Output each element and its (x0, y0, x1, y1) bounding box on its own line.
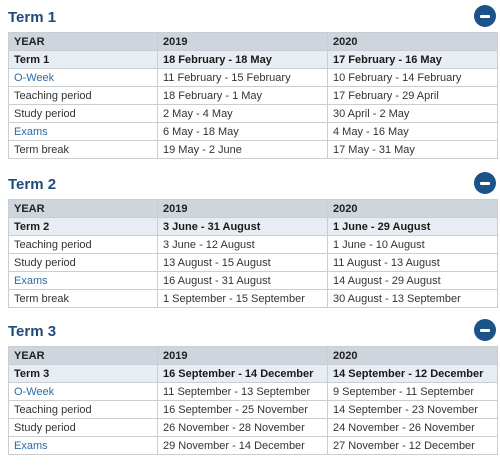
table-row (9, 218, 498, 236)
cell-2020: 30 April - 2 May (328, 105, 498, 123)
table-row (9, 437, 498, 455)
cell-2019: 3 June - 12 August (158, 236, 328, 254)
table-row (9, 105, 498, 123)
row-label: Term 1 (9, 51, 158, 69)
cell-2019: 16 September - 14 December (158, 365, 328, 383)
row-label: Study period (9, 254, 158, 272)
table-row (9, 236, 498, 254)
row-label: Term 3 (9, 365, 158, 383)
cell-2019: 26 November - 28 November (158, 419, 328, 437)
table-row (9, 272, 498, 290)
table-row (9, 401, 498, 419)
table-row (9, 254, 498, 272)
cell-2019: 13 August - 15 August (158, 254, 328, 272)
cell-2019: 3 June - 31 August (158, 218, 328, 236)
cell-2019: 29 November - 14 December (158, 437, 328, 455)
collapse-icon[interactable] (474, 172, 496, 194)
column-header: 2020 (328, 347, 498, 365)
collapse-icon[interactable] (474, 319, 496, 341)
term-1-table (8, 32, 498, 159)
column-header: 2019 (158, 200, 328, 218)
row-label-link[interactable]: O-Week (9, 383, 158, 401)
row-label-link[interactable]: O-Week (9, 69, 158, 87)
term-1-header[interactable] (0, 2, 500, 32)
collapse-icon[interactable] (474, 5, 496, 27)
table-row (9, 383, 498, 401)
row-label: Term break (9, 141, 158, 159)
cell-2019: 6 May - 18 May (158, 123, 328, 141)
column-header: 2019 (158, 33, 328, 51)
row-label-link[interactable]: Exams (9, 123, 158, 141)
cell-2019: 11 February - 15 February (158, 69, 328, 87)
cell-2019: 19 May - 2 June (158, 141, 328, 159)
table-row (9, 123, 498, 141)
row-label-link[interactable]: Exams (9, 437, 158, 455)
column-header: YEAR (9, 33, 158, 51)
row-label: Teaching period (9, 401, 158, 419)
row-label: Term break (9, 290, 158, 308)
cell-2020: 24 November - 26 November (328, 419, 498, 437)
cell-2020: 17 May - 31 May (328, 141, 498, 159)
cell-2019: 1 September - 15 September (158, 290, 328, 308)
column-header: 2020 (328, 200, 498, 218)
cell-2020: 11 August - 13 August (328, 254, 498, 272)
cell-2020: 17 February - 16 May (328, 51, 498, 69)
table-header-row (9, 200, 498, 218)
row-label: Study period (9, 105, 158, 123)
cell-2020: 14 August - 29 August (328, 272, 498, 290)
cell-2020: 10 February - 14 February (328, 69, 498, 87)
table-row (9, 51, 498, 69)
column-header: 2020 (328, 33, 498, 51)
term-2-table (8, 199, 498, 308)
term-2-header[interactable] (0, 169, 500, 199)
cell-2020: 14 September - 23 November (328, 401, 498, 419)
row-label: Study period (9, 419, 158, 437)
row-label: Teaching period (9, 236, 158, 254)
cell-2020: 27 November - 12 December (328, 437, 498, 455)
cell-2019: 16 August - 31 August (158, 272, 328, 290)
term-3-section (0, 316, 500, 452)
row-label: Term 2 (9, 218, 158, 236)
term-3-header[interactable] (0, 316, 500, 346)
section-title: Term 2 (8, 176, 57, 193)
column-header: YEAR (9, 347, 158, 365)
term-2-section (0, 169, 500, 305)
cell-2019: 2 May - 4 May (158, 105, 328, 123)
section-title: Term 1 (8, 9, 57, 26)
cell-2020: 1 June - 29 August (328, 218, 498, 236)
table-row (9, 141, 498, 159)
cell-2019: 11 September - 13 September (158, 383, 328, 401)
column-header: 2019 (158, 347, 328, 365)
section-title: Term 3 (8, 323, 57, 340)
column-header: YEAR (9, 200, 158, 218)
table-header-row (9, 33, 498, 51)
cell-2019: 18 February - 18 May (158, 51, 328, 69)
cell-2019: 16 September - 25 November (158, 401, 328, 419)
row-label-link[interactable]: Exams (9, 272, 158, 290)
cell-2020: 14 September - 12 December (328, 365, 498, 383)
row-label: Teaching period (9, 87, 158, 105)
table-row (9, 290, 498, 308)
table-row (9, 69, 498, 87)
cell-2020: 30 August - 13 September (328, 290, 498, 308)
table-row (9, 365, 498, 383)
term-3-table (8, 346, 498, 455)
cell-2020: 4 May - 16 May (328, 123, 498, 141)
cell-2020: 1 June - 10 August (328, 236, 498, 254)
table-header-row (9, 347, 498, 365)
cell-2020: 17 February - 29 April (328, 87, 498, 105)
table-row (9, 87, 498, 105)
cell-2019: 18 February - 1 May (158, 87, 328, 105)
table-row (9, 419, 498, 437)
term-1-section (0, 2, 500, 156)
cell-2020: 9 September - 11 September (328, 383, 498, 401)
